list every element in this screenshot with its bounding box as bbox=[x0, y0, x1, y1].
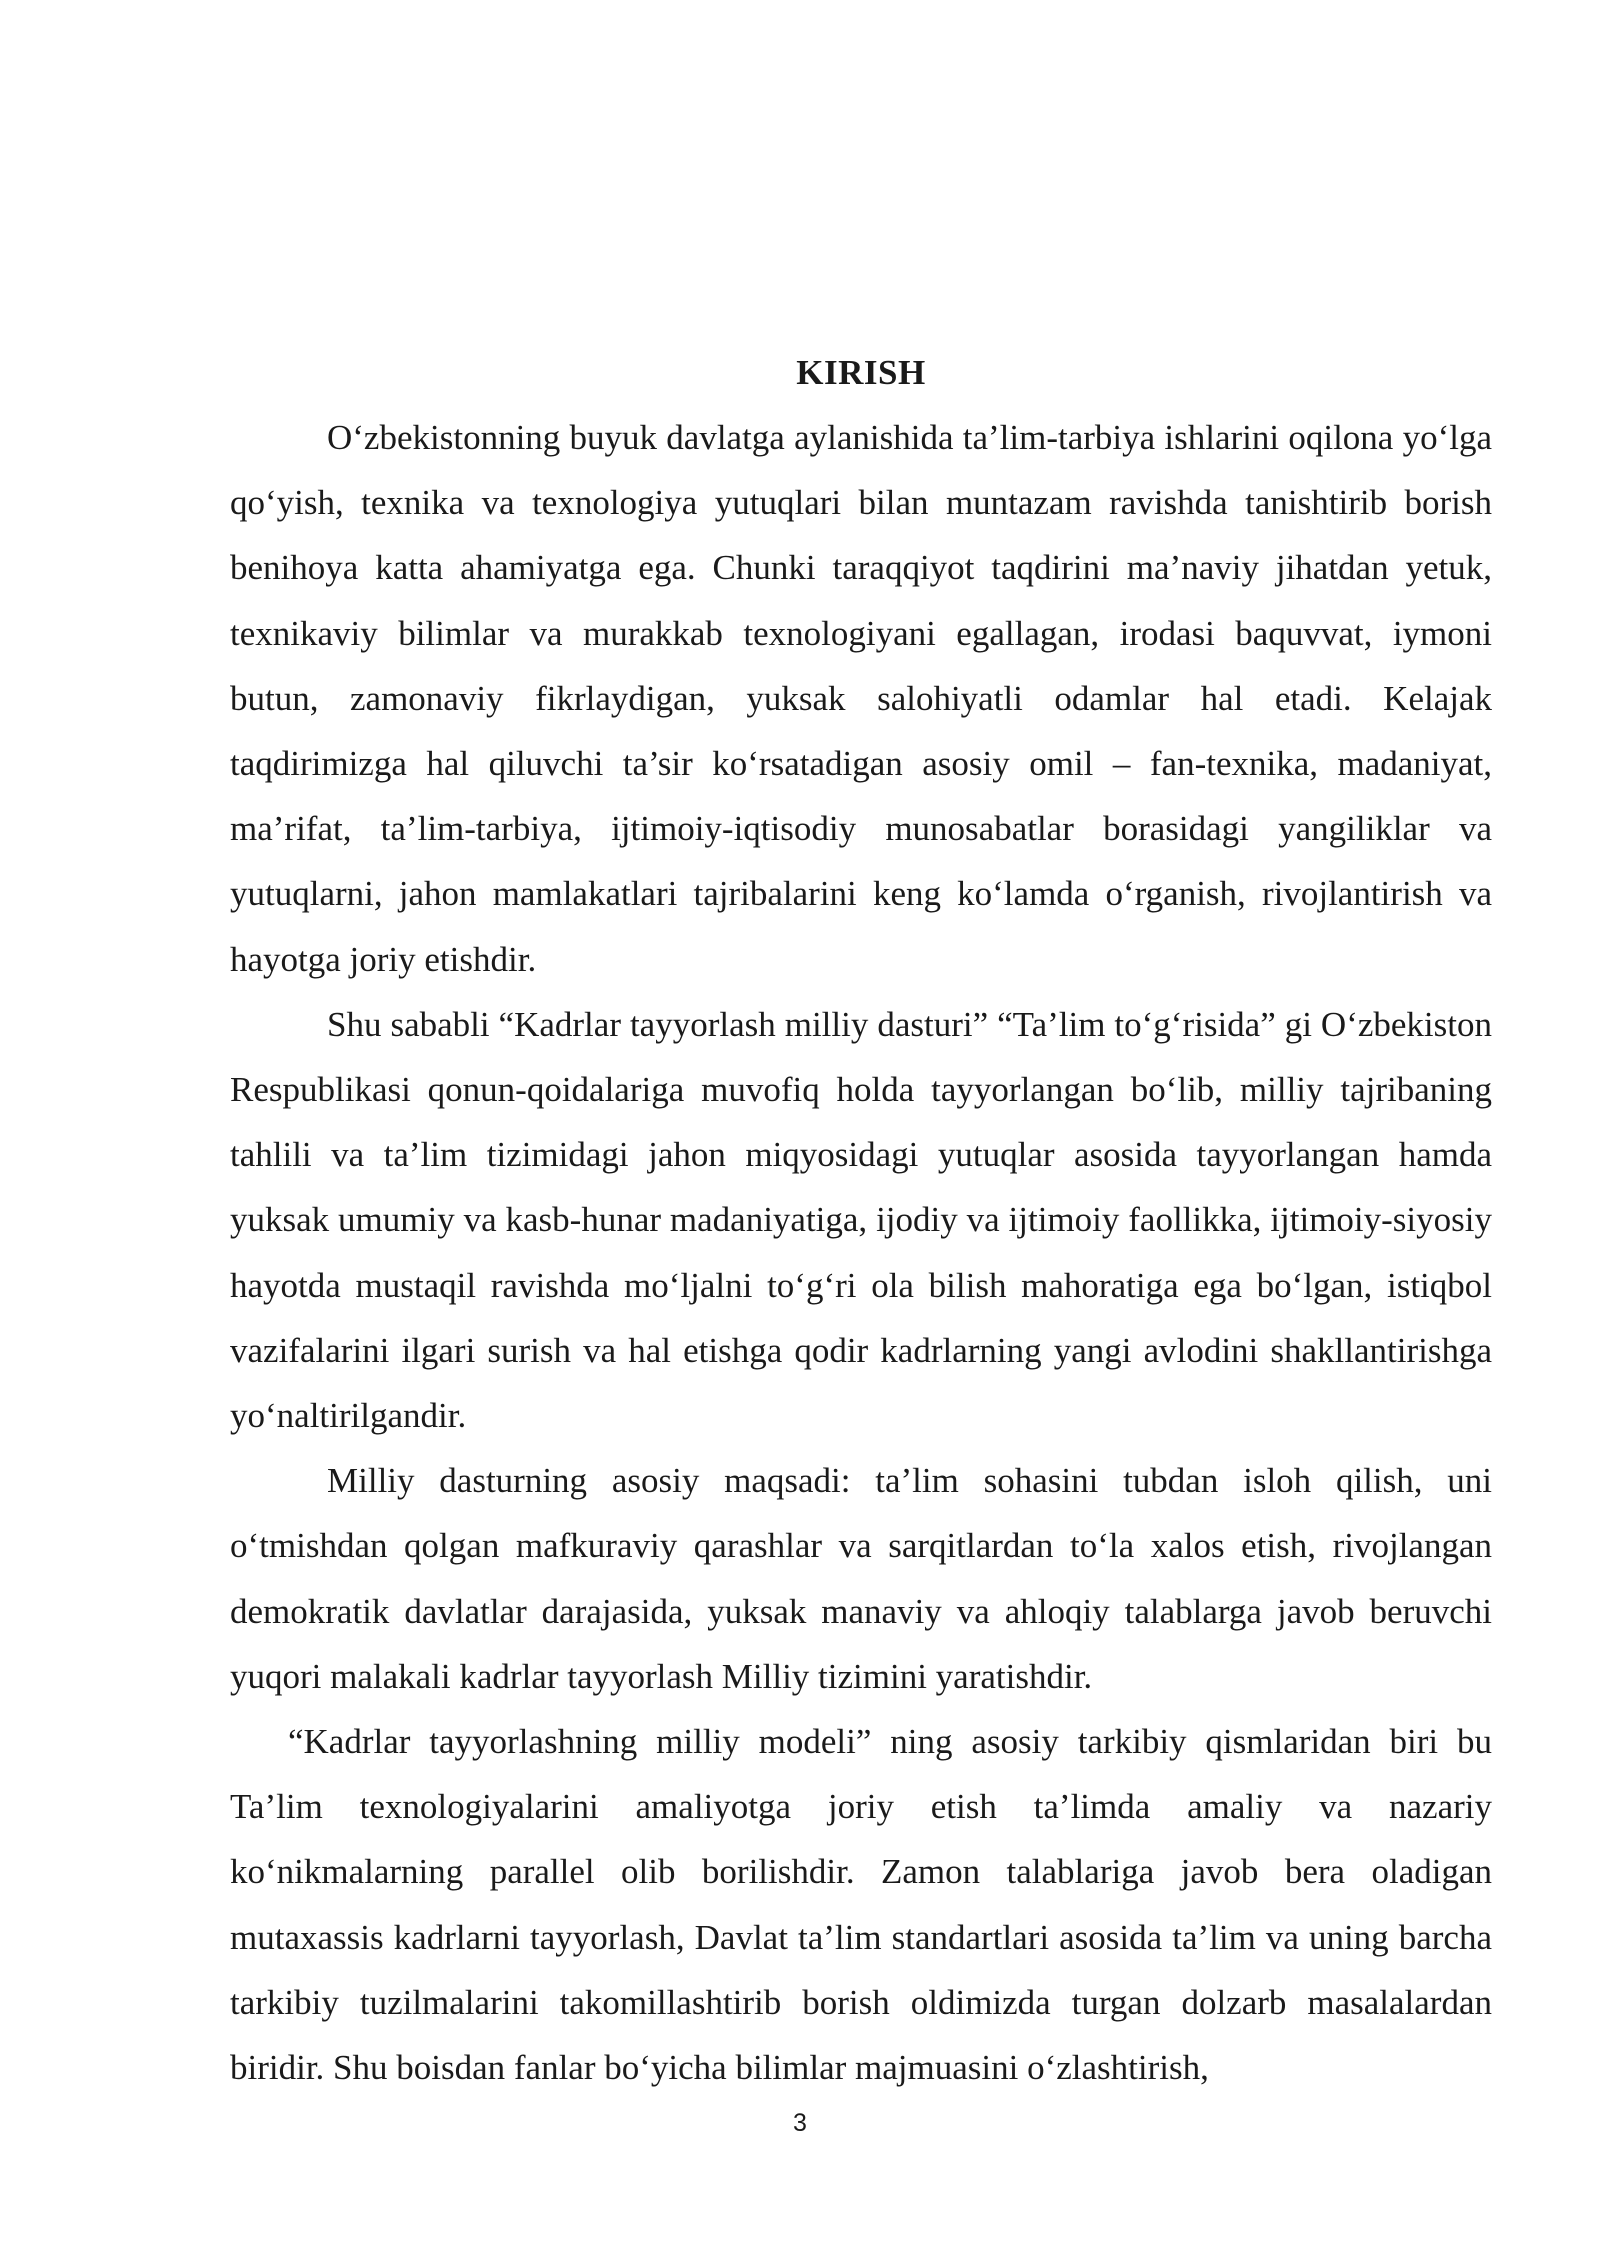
paragraph-3: Milliy dasturning asosiy maqsadi: ta’lim sohasini tubdan isloh qilish, uni o‘tmishdan qolgan mafkuraviy qarashlar va sarqitlardan to‘la xalos etish, rivojlangan demokratik davlatlar darajasida, yuksak manaviy va ahloqiy talablarga javob beruvchi yuqori malakali kadrlar tayyorlash Milliy tizimini yaratishdir. bbox=[230, 1461, 1492, 1696]
paragraph-1: O‘zbekistonning buyuk davlatga aylanishida ta’lim-tarbiya ishlarini oqilona yo‘lga qo‘yish, texnika va texnologiya yutuqlari bilan muntazam ravishda tanishtirib borish benihoya katta ahamiyatga ega. Chunki taraqqiyot taqdirini ma’naviy jihatdan yetuk, texnikaviy bilimlar va murakkab texnologiyani egallagan, irodasi baquvvat, iymoni butun, zamonaviy fikrlaydigan, yuksak salohiyatli odamlar hal etadi. Kelajak taqdirimizga hal qiluvchi ta’sir ko‘rsatadigan asosiy omil – fan-texnika, madaniyat, ma’rifat, ta’lim-tarbiya, ijtimoiy-iqtisodiy munosabatlar borasidagi yangiliklar va yutuqlarni, jahon mamlakatlari tajribalarini keng ko‘lamda o‘rganish, rivojlantirish va hayotga joriy etishdir. bbox=[230, 418, 1492, 979]
paragraph-4: “Kadrlar tayyorlashning milliy modeli” ning asosiy tarkibiy qismlaridan biri bu Ta’lim texnologiyalarini amaliyotga joriy etish ta’limda amaliy va nazariy ko‘nikmalarning parallel olib borilishdir. Zamon talablariga javob bera oladigan mutaxassis kadrlarni tayyorlash, Davlat ta’lim standartlari asosida ta’lim va uning barcha tarkibiy tuzilmalarini takomillashtirib borish oldimizda turgan dolzarb masalalardan biridir. Shu boisdan fanlar bo‘yicha bilimlar majmuasini o‘zlashtirish, bbox=[230, 1722, 1492, 2088]
page-number: 3 bbox=[793, 2109, 807, 2137]
paragraph-2: Shu sababli “Kadrlar tayyorlash milliy dasturi” “Ta’lim to‘g‘risida” gi O‘zbekiston Respublikasi qonun-qoidalariga muvofiq holda tayyorlangan bo‘lib, milliy tajribaning tahlili va ta’lim tizimidagi jahon miqyosidagi yutuqlar asosida tayyorlangan hamda yuksak umumiy va kasb-hunar madaniyatiga, ijodiy va ijtimoiy faollikka, ijtimoiy-siyosiy hayotda mustaqil ravishda mo‘ljalni to‘g‘ri ola bilish mahoratiga ega bo‘lgan, istiqbol vazifalarini ilgari surish va hal etishga qodir kadrlarning yangi avlodini shakllantirishga yo‘naltirilgandir. bbox=[230, 1004, 1492, 1436]
section-title: KIRISH bbox=[796, 353, 926, 392]
page-content bbox=[230, 340, 1492, 2100]
